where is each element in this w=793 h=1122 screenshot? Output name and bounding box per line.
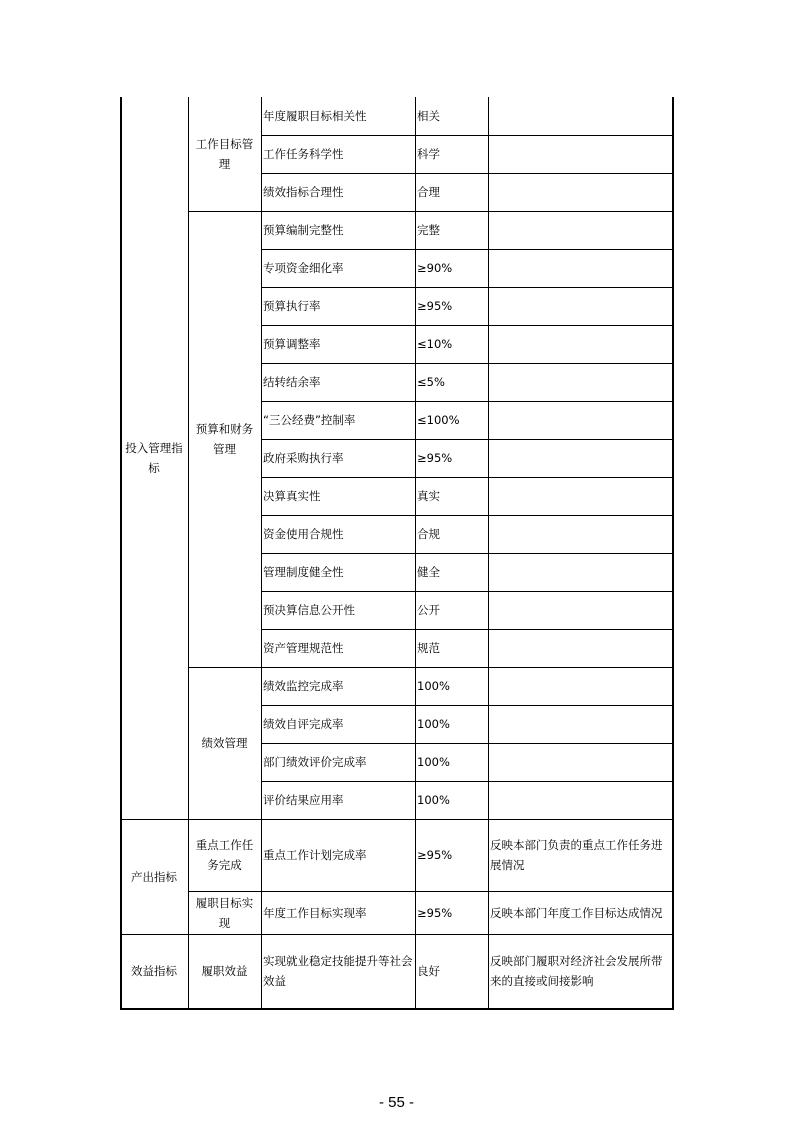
indicator-cell (261, 287, 415, 325)
table-horizontal-rule (120, 1008, 674, 1010)
table-horizontal-rule (261, 401, 673, 402)
category-cell-text: 效益指标 (131, 964, 177, 978)
indicator-cell-text: 年度履职目标相关性 (263, 109, 367, 123)
table-horizontal-rule (261, 591, 673, 592)
indicator-cell-text: 资金使用合规性 (263, 527, 344, 541)
indicator-cell (261, 781, 415, 819)
indicator-cell (261, 743, 415, 781)
table-horizontal-rule (261, 934, 673, 935)
target-cell-text: 合规 (417, 527, 440, 541)
subcategory-cell (192, 819, 257, 891)
category-cell-text: 投入管理指标 (125, 441, 183, 475)
target-cell-text: 合理 (417, 185, 440, 199)
target-cell (415, 891, 488, 934)
indicator-cell (261, 363, 415, 401)
indicator-cell-text: 绩效监控完成率 (263, 679, 344, 693)
target-cell-text: ≥95% (417, 451, 453, 465)
table-horizontal-rule (261, 667, 673, 668)
indicator-cell-text: 工作任务科学性 (263, 147, 344, 161)
target-cell-text: ≥95% (417, 299, 453, 313)
indicator-cell-text: 评价结果应用率 (263, 793, 344, 807)
target-cell-text: ≥95% (417, 905, 453, 920)
subcategory-cell-text: 预算和财务管理 (195, 422, 254, 456)
indicator-cell-text: 管理制度健全性 (263, 565, 344, 579)
target-cell-text: 100% (417, 755, 450, 769)
target-cell-text: ≥90% (417, 261, 453, 275)
target-cell-text: ≤100% (417, 413, 460, 427)
table-horizontal-rule (261, 135, 673, 136)
target-cell (415, 287, 488, 325)
target-cell-text: ≥95% (417, 848, 453, 862)
target-cell (415, 629, 488, 667)
table-horizontal-rule (188, 667, 262, 668)
table-horizontal-rule (261, 173, 673, 174)
indicator-cell (261, 401, 415, 439)
indicator-cell (261, 591, 415, 629)
target-cell-text: 规范 (417, 641, 440, 655)
target-cell (415, 173, 488, 211)
target-cell (415, 401, 488, 439)
target-cell (415, 325, 488, 363)
target-cell (415, 553, 488, 591)
category-cell-text: 产出指标 (131, 869, 177, 884)
target-cell (415, 439, 488, 477)
table-horizontal-rule (261, 249, 673, 250)
table-horizontal-rule (261, 477, 673, 478)
target-cell (415, 97, 488, 135)
category-cell (122, 819, 186, 934)
indicator-cell (261, 211, 415, 249)
subcategory-cell (192, 97, 257, 211)
target-cell-text: 完整 (417, 223, 440, 237)
target-cell (415, 249, 488, 287)
table-horizontal-rule (188, 934, 262, 935)
target-cell-text: ≤5% (417, 375, 445, 389)
note-cell (488, 819, 672, 891)
indicator-cell (261, 705, 415, 743)
target-cell-text: ≤10% (417, 337, 453, 351)
subcategory-cell-text: 履职效益 (201, 964, 248, 978)
target-cell (415, 135, 488, 173)
indicator-cell (261, 439, 415, 477)
indicator-cell (261, 934, 415, 1008)
target-cell (415, 819, 488, 891)
target-cell-text: 100% (417, 679, 450, 693)
table-horizontal-rule (261, 325, 673, 326)
target-cell (415, 934, 488, 1008)
subcategory-cell-text: 重点工作任务完成 (195, 838, 254, 872)
table-vertical-rule (120, 97, 122, 1009)
indicator-cell-text: 绩效指标合理性 (263, 185, 344, 199)
table-vertical-rule (188, 97, 189, 1008)
subcategory-cell-text: 工作目标管理 (195, 137, 254, 171)
note-cell-text: 反映部门履职对经济社会发展所带来的直接或间接影响 (490, 954, 663, 988)
target-cell (415, 667, 488, 705)
table-horizontal-rule (120, 934, 189, 935)
target-cell (415, 515, 488, 553)
table-horizontal-rule (261, 891, 673, 892)
table-horizontal-rule (261, 781, 673, 782)
category-cell (122, 97, 186, 819)
indicator-cell-text: 资产管理规范性 (263, 641, 344, 655)
table-horizontal-rule (261, 211, 673, 212)
indicator-cell-text: 重点工作计划完成率 (263, 848, 367, 862)
target-cell-text: 真实 (417, 489, 440, 503)
indicator-cell-text: 决算真实性 (263, 489, 321, 503)
table-horizontal-rule (261, 363, 673, 364)
indicator-cell (261, 667, 415, 705)
indicator-cell (261, 515, 415, 553)
indicator-cell-text: 预算执行率 (263, 299, 321, 313)
indicator-cell-text: “三公经费”控制率 (263, 413, 356, 427)
subcategory-cell-text: 履职目标实现 (195, 895, 254, 930)
indicator-cell-text: 部门绩效评价完成率 (263, 755, 367, 769)
table-horizontal-rule (261, 439, 673, 440)
subcategory-cell (192, 667, 257, 819)
target-cell (415, 591, 488, 629)
indicator-cell-text: 绩效自评完成率 (263, 717, 344, 731)
indicator-cell (261, 97, 415, 135)
table-horizontal-rule (188, 891, 262, 892)
subcategory-cell (192, 211, 257, 667)
target-cell (415, 781, 488, 819)
indicator-cell-text: 预决算信息公开性 (263, 603, 355, 617)
indicator-cell-text: 预算编制完整性 (263, 223, 344, 237)
target-cell-text: 公开 (417, 603, 440, 617)
indicator-cell-text: 专项资金细化率 (263, 261, 344, 275)
page-number: - 55 - (378, 1094, 414, 1111)
target-cell (415, 743, 488, 781)
target-cell (415, 477, 488, 515)
table-horizontal-rule (120, 819, 189, 820)
indicator-cell (261, 249, 415, 287)
table-horizontal-rule (261, 705, 673, 706)
indicator-cell (261, 629, 415, 667)
target-cell-text: 良好 (417, 964, 440, 978)
target-cell-text: 健全 (417, 565, 440, 579)
note-cell (488, 891, 672, 934)
subcategory-cell (192, 891, 257, 934)
indicator-cell (261, 819, 415, 891)
indicator-cell-text: 实现就业稳定技能提升等社会效益 (263, 954, 413, 988)
indicator-cell-text: 政府采购执行率 (263, 451, 344, 465)
indicator-cell (261, 325, 415, 363)
table-horizontal-rule (261, 287, 673, 288)
note-cell-text: 反映本部门年度工作目标达成情况 (490, 905, 663, 920)
indicator-cell-text: 年度工作目标实现率 (263, 905, 367, 920)
table-horizontal-rule (261, 515, 673, 516)
target-cell (415, 211, 488, 249)
table-horizontal-rule (188, 819, 262, 820)
target-cell-text: 100% (417, 793, 450, 807)
indicator-cell (261, 553, 415, 591)
subcategory-cell-text: 绩效管理 (201, 736, 248, 750)
table-horizontal-rule (261, 743, 673, 744)
table-horizontal-rule (261, 819, 673, 820)
target-cell (415, 363, 488, 401)
indicator-cell (261, 173, 415, 211)
indicator-cell-text: 结转结余率 (263, 375, 321, 389)
indicator-cell (261, 891, 415, 934)
subcategory-cell (192, 934, 257, 1008)
target-cell-text: 科学 (417, 147, 440, 161)
target-cell (415, 705, 488, 743)
indicator-cell (261, 477, 415, 515)
table-horizontal-rule (261, 629, 673, 630)
note-cell-text: 反映本部门负责的重点工作任务进展情况 (490, 838, 663, 872)
category-cell (122, 934, 186, 1008)
note-cell (488, 934, 672, 1008)
target-cell-text: 相关 (417, 109, 440, 123)
indicator-cell-text: 预算调整率 (263, 337, 321, 351)
table-horizontal-rule (188, 211, 262, 212)
table-horizontal-rule (261, 553, 673, 554)
indicator-cell (261, 135, 415, 173)
target-cell-text: 100% (417, 717, 450, 731)
